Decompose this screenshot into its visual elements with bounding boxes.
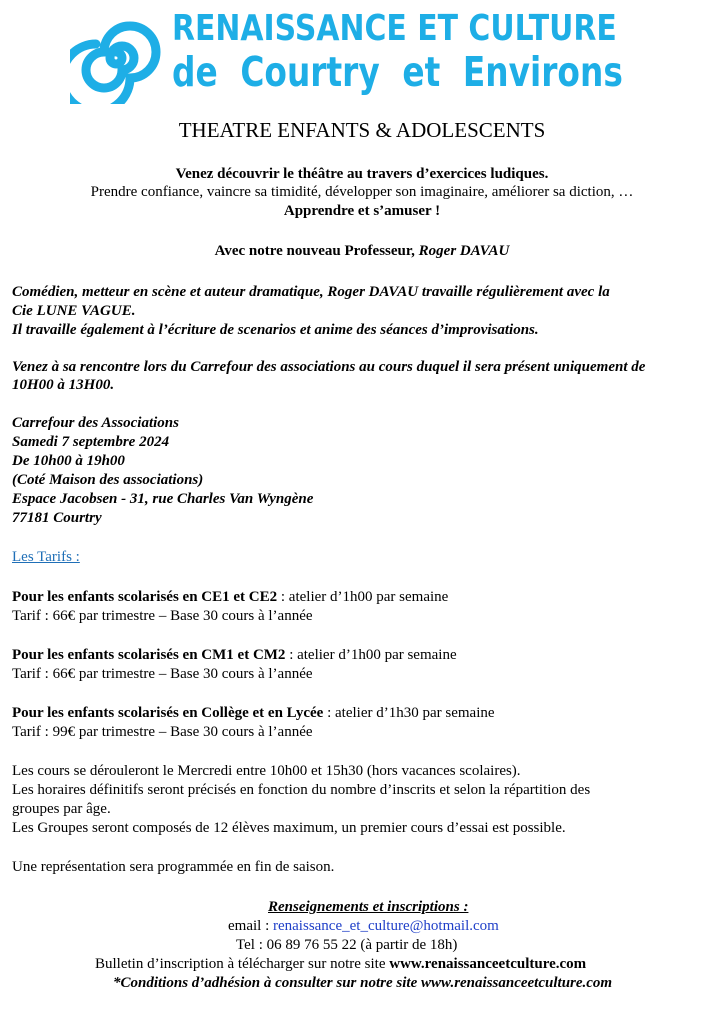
contact-email-line: [228, 918, 499, 935]
tarif-item-3-level: Pour les enfants scolarisés en Collège et en Lycée: [12, 705, 324, 721]
brand-line-2: de Courtry et Environs: [172, 48, 623, 96]
event-address: Espace Jacobsen - 31, rue Charles Van Wyngène: [12, 491, 314, 507]
spiral-logo-icon: [70, 12, 162, 104]
page-title: THEATRE ENFANTS & ADOLESCENTS: [178, 118, 546, 142]
info-line-1: Les cours se dérouleront le Mercredi entre 10h00 et 15h30 (hors vacances scolaires).: [12, 763, 521, 779]
conditions-line: *Conditions d’adhésion à consulter sur notre site www.renaissanceetculture.com: [113, 975, 613, 991]
tarif-item-3-duration: : atelier d’1h30 par semaine: [323, 705, 495, 721]
tarif-item-1-level: Pour les enfants scolarisés en CE1 et CE2: [12, 589, 278, 605]
contact-heading: Renseignements et inscriptions :: [268, 899, 469, 915]
email-link[interactable]: renaissance_et_culture@hotmail.com: [273, 918, 499, 934]
meet-line-2: 10H00 à 13H00.: [12, 377, 115, 393]
info-line-5: Une représentation sera programmée en fin de saison.: [12, 859, 335, 875]
bulletin-text: Bulletin d’inscription à télécharger sur notre site: [95, 956, 390, 972]
tarif-item-3-price: Tarif : 99€ par trimestre – Base 30 cours à l’année: [12, 724, 313, 740]
tarif-item-2-duration: : atelier d’1h00 par semaine: [285, 647, 457, 663]
event-note: (Coté Maison des associations): [12, 472, 204, 488]
tarif-item-1-price: Tarif : 66€ par trimestre – Base 30 cours à l’année: [12, 608, 313, 624]
tarif-item-2-level: Pour les enfants scolarisés en CM1 et CM2: [12, 647, 286, 663]
tarif-item-1: [12, 589, 448, 606]
tarif-item-1-duration: : atelier d’1h00 par semaine: [277, 589, 449, 605]
info-line-2: Les horaires définitifs seront précisés en fonction du nombre d’inscrits et selon la répartition des: [12, 782, 591, 798]
bio-line-2: Cie LUNE VAGUE.: [12, 303, 136, 319]
email-label: email :: [228, 918, 273, 934]
intro-line-2: Prendre confiance, vaincre sa timidité, développer son imaginaire, améliorer sa diction, …: [90, 184, 634, 200]
meet-line-1: Venez à sa rencontre lors du Carrefour des associations au cours duquel il sera présent uniquement de: [12, 359, 646, 375]
bulletin-line: [95, 956, 586, 973]
info-line-4: Les Groupes seront composés de 12 élèves maximum, un premier cours d’essai est possible.: [12, 820, 566, 836]
teacher-prefix: Avec notre nouveau Professeur,: [214, 243, 415, 259]
tarif-item-2-price: Tarif : 66€ par trimestre – Base 30 cours à l’année: [12, 666, 313, 682]
event-city: 77181 Courtry: [12, 510, 102, 526]
bio-line-3: Il travaille également à l’écriture de scenarios et anime des séances d’improvisations.: [12, 322, 539, 338]
tarif-item-2: [12, 647, 457, 664]
tarifs-heading: Les Tarifs :: [12, 549, 80, 565]
teacher-name: Roger DAVAU: [418, 243, 510, 259]
event-date: Samedi 7 septembre 2024: [12, 434, 170, 450]
brand-line-1: RENAISSANCE ET CULTURE: [172, 8, 617, 49]
event-name: Carrefour des Associations: [12, 415, 179, 431]
event-hours: De 10h00 à 19h00: [12, 453, 125, 469]
teacher-line: [0, 243, 724, 260]
bio-line-1: Comédien, metteur en scène et auteur dramatique, Roger DAVAU travaille régulièrement avec la: [12, 284, 610, 300]
website-link[interactable]: www.renaissanceetculture.com: [389, 956, 587, 972]
info-line-3: groupes par âge.: [12, 801, 111, 817]
intro-line-1: Venez découvrir le théâtre au travers d’exercices ludiques.: [175, 166, 549, 182]
tarif-item-3: [12, 705, 495, 722]
contact-phone: Tel : 06 89 76 55 22 (à partir de 18h): [236, 937, 458, 953]
intro-line-3: Apprendre et s’amuser !: [283, 203, 441, 219]
